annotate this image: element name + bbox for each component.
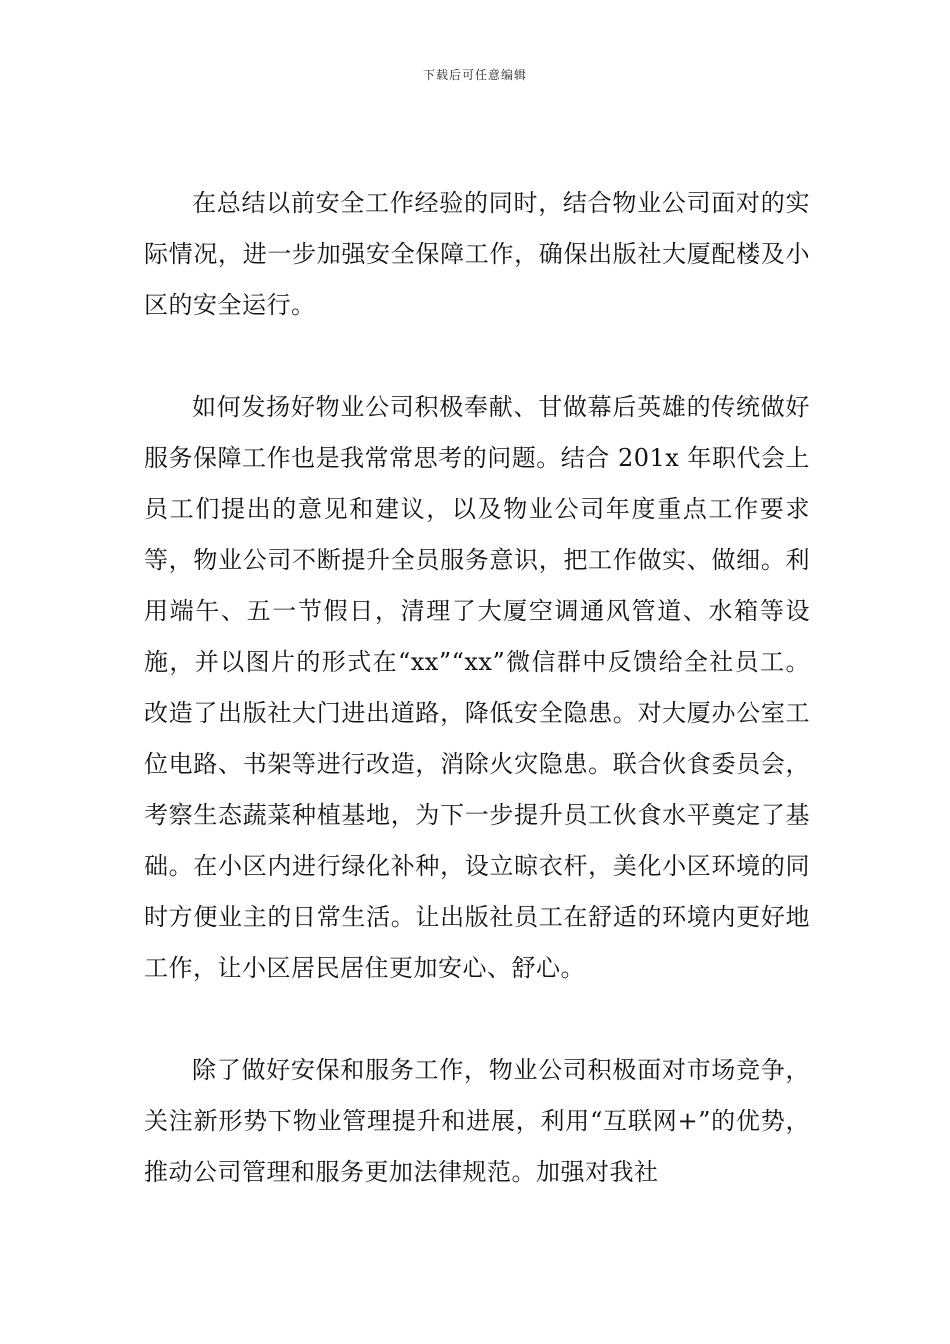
- paragraph-safety: 在总结以前安全工作经验的同时，结合物业公司面对的实际情况，进一步加强安全保障工作，确保出版社大厦配楼及小区的安全运行。: [144, 189, 810, 319]
- paragraph-service: 如何发扬好物业公司积极奉献、甘做幕后英雄的传统做好服务保障工作也是我常常思考的问题。结合 201x 年职代会上员工们提出的意见和建议，以及物业公司年度重点工作要求等，物业公司不断提升全员服务意识，把工作做实、做细。利用端午、五一节假日，清理了大厦空调通风管道、水箱等设施，并以图片的形式在“xx”“xx”微信群中反馈给全社员工。改造了出版社大门进出道路，降低安全隐患。对大厦办公室工位电路、书架等进行改造，消除火灾隐患。联合伙食委员会，考察生态蔬菜种植基地，为下一步提升员工伙食水平奠定了基础。在小区内进行绿化补种，设立晾衣杆，美化小区环境的同时方便业主的日常生活。让出版社员工在舒适的环境内更好地工作，让小区居民居住更加安心、舒心。: [144, 393, 810, 982]
- header-note: 下载后可任意编辑: [422, 68, 527, 82]
- paragraph-market: 除了做好安保和服务工作，物业公司积极面对市场竞争，关注新形势下物业管理提升和进展，利用“互联网+”的优势，推动公司管理和服务更加法律规范。加强对我社: [144, 1056, 810, 1186]
- document-body: [144, 178, 810, 1198]
